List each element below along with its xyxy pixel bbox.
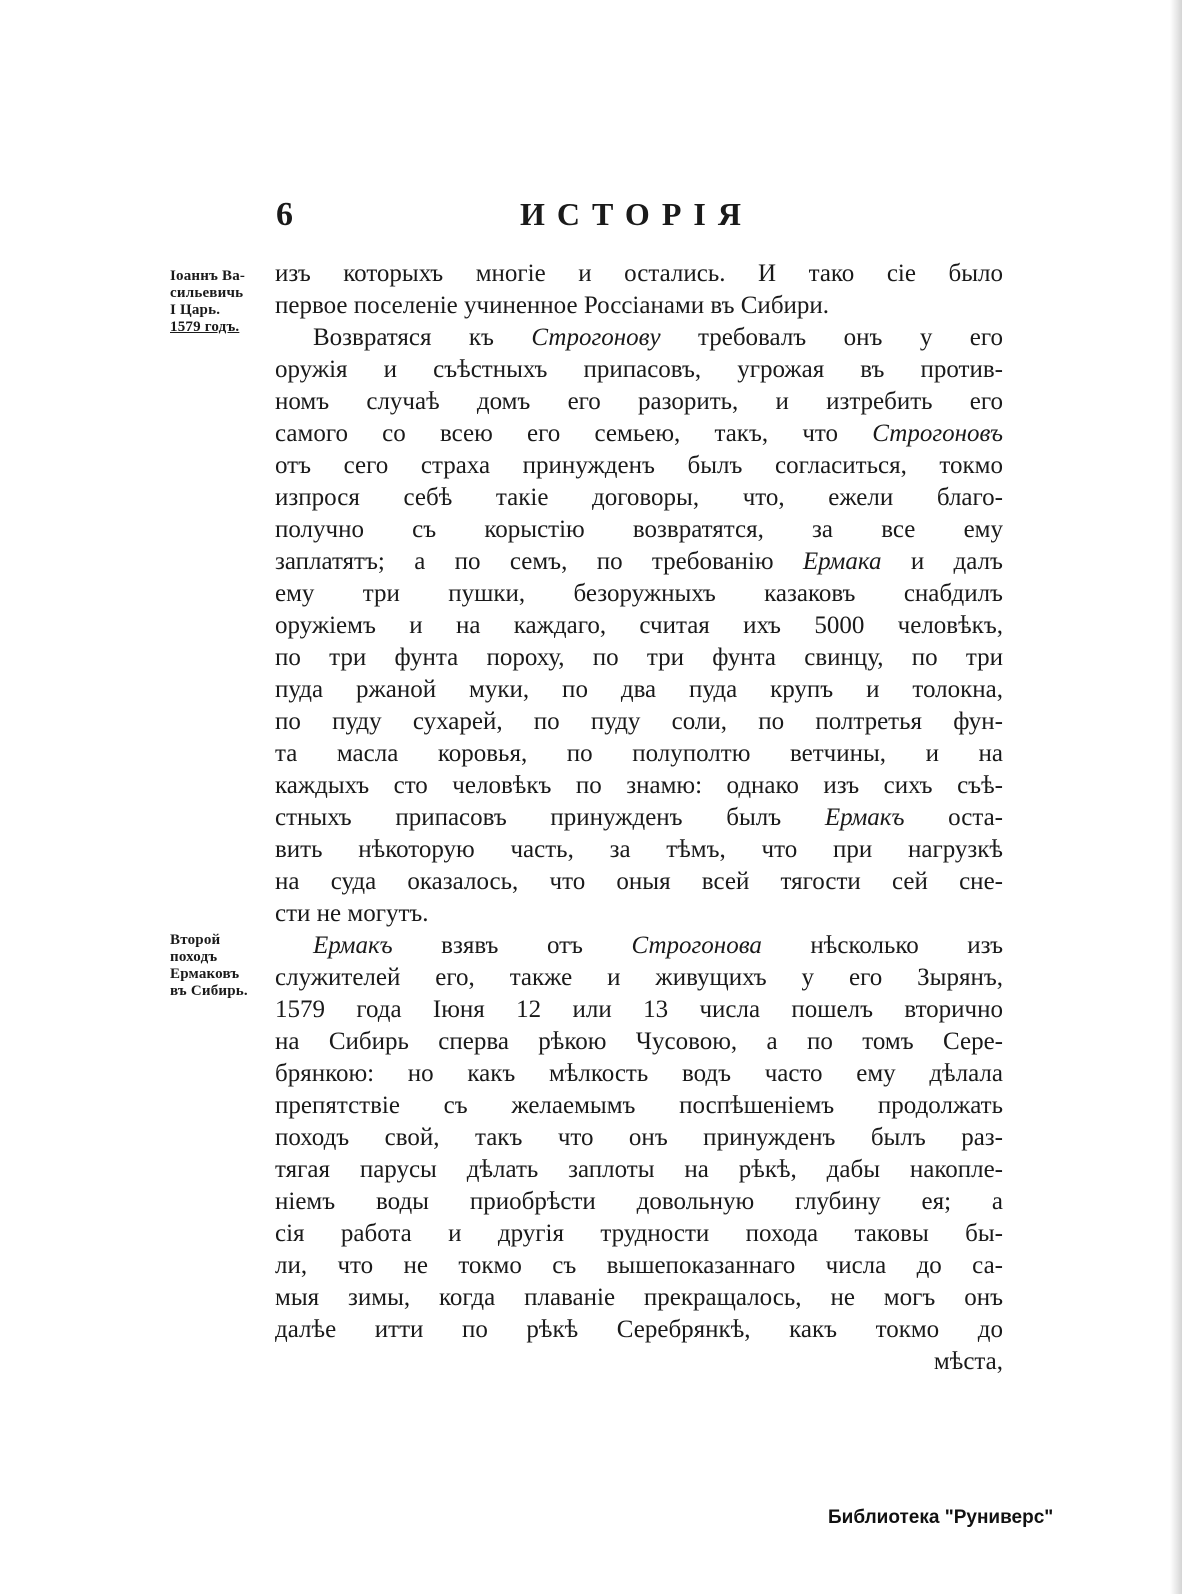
body-line: та масла коровья, по полуполтю ветчины, и на — [275, 740, 1003, 767]
body-line: изпрося себѣ такіе договоры, что, ежели благо- — [275, 484, 1003, 511]
body-line: по три фунта пороху, по три фунта свинцу, по три — [275, 644, 1003, 671]
body-line: Возвратяся къ Строгонову требовалъ онъ у его — [313, 324, 1003, 351]
running-head: ИСТОРІЯ — [520, 196, 753, 232]
margin-note-line: въ Сибирь. — [170, 983, 248, 999]
page-edge-shadow — [1170, 0, 1182, 1594]
body-line: отъ сего страха принужденъ былъ согласиться, токмо — [275, 452, 1003, 479]
body-line: на Сибирь сперва рѣкою Чусовою, а по томъ Сере- — [275, 1028, 1003, 1055]
body-line: по пуду сухарей, по пуду соли, по полтретья фун- — [275, 708, 1003, 735]
body-line: походъ свой, такъ что онъ принужденъ былъ раз- — [275, 1124, 1003, 1151]
body-line: 1579 года Іюня 12 или 13 числа пошелъ вторично — [275, 996, 1003, 1023]
margin-note-line: Ермаковъ — [170, 966, 240, 982]
body-line: получно съ корыстію возвратятся, за все ему — [275, 516, 1003, 543]
margin-note-second-campaign — [170, 932, 276, 1000]
body-line: ли, что не токмо съ вышепоказаннаго числа до са- — [275, 1252, 1003, 1279]
library-label: Библиотека "Руниверс" — [828, 1507, 1054, 1528]
body-line: номъ случаѣ домъ его разорить, и изтребить его — [275, 388, 1003, 415]
body-line: тягая парусы дѣлать заплоты на рѣкѣ, дабы накопле- — [275, 1156, 1003, 1183]
body-line: оружія и съѣстныхъ припасовъ, угрожая въ против- — [275, 356, 1003, 383]
body-line: каждыхъ сто человѣкъ по знамю: однако изъ сихъ съѣ- — [275, 772, 1003, 799]
body-line: изъ которыхъ многіе и остались. И тако сіе было — [275, 260, 1003, 287]
body-line: Ермакъ взявъ отъ Строгонова нѣсколько изъ — [313, 932, 1003, 959]
body-line: сти не могутъ. — [275, 900, 429, 927]
body-line: заплатятъ; а по семъ, по требованію Ермака и далъ — [275, 548, 1003, 575]
margin-note-line: сильевичь — [170, 285, 244, 301]
body-line: стныхъ припасовъ принужденъ былъ Ермакъ оста- — [275, 804, 1004, 831]
body-line: препятствіе съ желаемымъ поспѣшеніемъ продолжать — [275, 1092, 1003, 1119]
body-line: на суда оказалось, что оныя всей тягости сей сне- — [275, 868, 1003, 895]
margin-note-line: Второй — [170, 932, 221, 948]
margin-note-line: походъ — [170, 949, 218, 965]
body-line: сія работа и другія трудности похода таковы бы- — [275, 1220, 1003, 1247]
body-line: первое поселеніе учиненное Россіанами въ Сибири. — [275, 292, 830, 319]
margin-note-line: І Царь. — [170, 302, 221, 318]
catchword: мѣста, — [933, 1348, 1003, 1375]
body-line: самого со всею его семьею, такъ, что Строгоновъ — [275, 420, 1003, 447]
margin-note-ioann — [170, 268, 276, 336]
body-line: оружіемъ и на каждаго, считая ихъ 5000 человѣкъ, — [275, 612, 1003, 639]
body-line: далѣе итти по рѣкѣ Серебрянкѣ, какъ токмо до — [275, 1316, 1003, 1343]
margin-note-line: Іоаннъ Ва- — [170, 268, 246, 284]
body-line: ніемъ воды приобрѣсти довольную глубину ея; а — [275, 1188, 1003, 1215]
page-number: 6 — [276, 196, 293, 233]
body-line: брянкою: но какъ мѣлкость водъ часто ему дѣлала — [275, 1060, 1003, 1087]
body-line: пуда ржаной муки, по два пуда крупъ и толокна, — [275, 676, 1003, 703]
margin-note-line: 1579 годъ. — [170, 319, 240, 335]
body-line: ему три пушки, безоружныхъ казаковъ снабдилъ — [275, 580, 1003, 607]
body-line: мыя зимы, когда плаваніе прекращалось, не могъ онъ — [275, 1284, 1003, 1311]
body-line: вить нѣкоторую часть, за тѣмъ, что при нагрузкѣ — [275, 836, 1003, 863]
body-line: служителей его, также и живущихъ у его Зырянъ, — [275, 964, 1003, 991]
